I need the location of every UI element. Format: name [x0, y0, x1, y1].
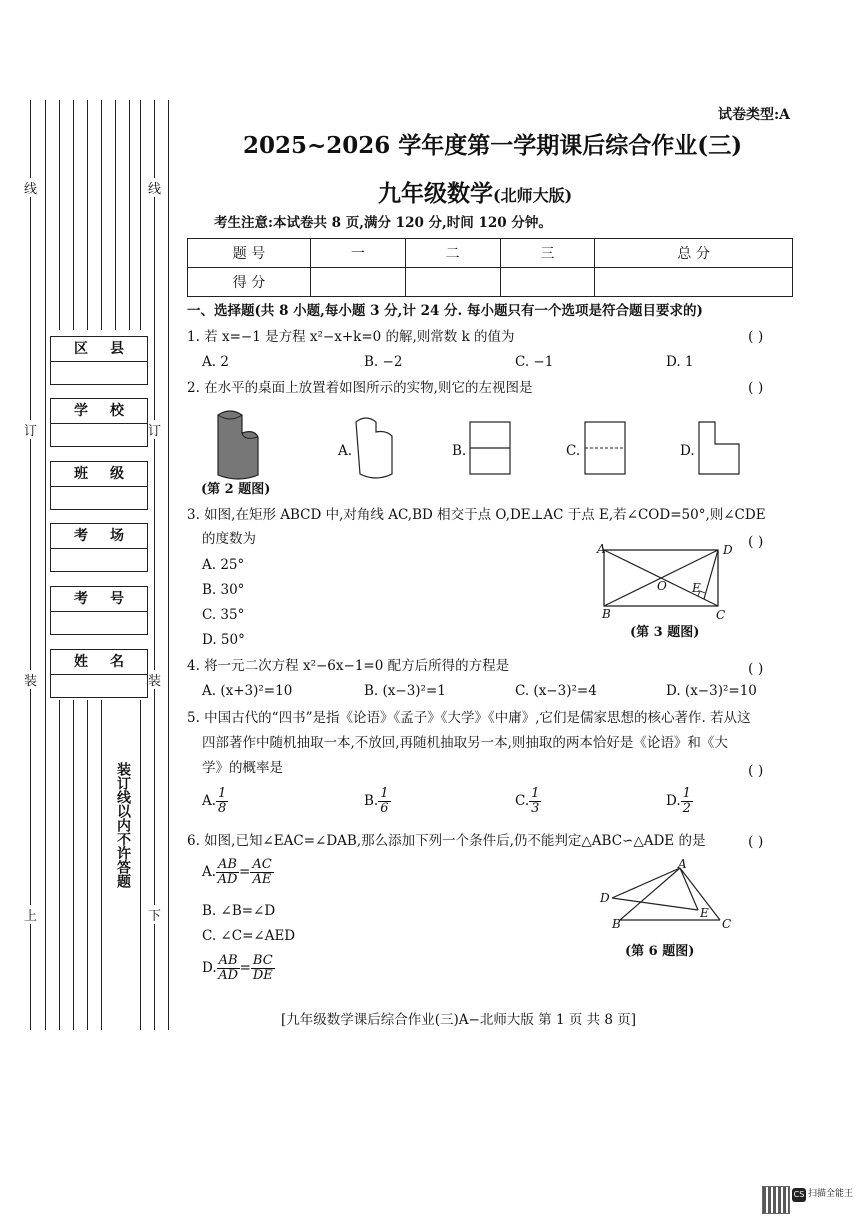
binding-line [73, 700, 74, 1030]
binding-line [140, 100, 141, 330]
binding-line [154, 100, 155, 1030]
view-option-a [352, 412, 396, 482]
view-option-c [583, 420, 629, 478]
binding-line [30, 100, 31, 1030]
view-option-b [468, 420, 514, 478]
option: B. (x−3)²=1 [364, 683, 446, 699]
option: C. ∠C=∠AED [202, 928, 296, 944]
option: A. 2 [202, 354, 229, 370]
answer-blank[interactable]: ( ) [748, 661, 764, 677]
paper-type: 试卷类型:A [718, 107, 791, 123]
option: B. ∠B=∠D [202, 903, 276, 919]
score-cell[interactable] [405, 268, 500, 297]
school-box[interactable]: 学校 [50, 398, 148, 447]
question-6: 6. 如图,已知∠EAC=∠DAB,那么添加下列一个条件后,仍不能判定△ABC∽△ADE 的是 [187, 833, 706, 849]
question-3: 3. 如图,在矩形 ABCD 中,对角线 AC,BD 相交于点 O,DE⊥AC 于点 E,若∠COD=50°,则∠CDE [187, 507, 766, 523]
binding-warning: 装订线以内不许答题 [115, 762, 131, 888]
point-label: B [602, 607, 611, 621]
option: D. (x−3)²=10 [666, 683, 757, 699]
option: A. (x+3)²=10 [202, 683, 293, 699]
binding-char: 线 [148, 178, 161, 197]
option: A. $\frac{AB}{AD}$ = $\frac{AC}{AE}$ [202, 857, 272, 887]
scanner-logo-icon: CS [792, 1188, 806, 1202]
question-5-cont: 学》的概率是 [202, 760, 283, 776]
subtitle: 九年级数学(北师大版) [378, 180, 573, 207]
option: A. 25° [202, 557, 245, 573]
answer-blank[interactable]: ( ) [748, 534, 764, 550]
answer-blank[interactable]: ( ) [748, 834, 764, 850]
point-label: C [722, 917, 732, 931]
exam-room-box[interactable]: 考场 [50, 523, 148, 572]
point-label: A [597, 542, 606, 556]
exam-number-box[interactable]: 考号 [50, 586, 148, 635]
answer-blank[interactable]: ( ) [748, 763, 764, 779]
point-label: B [612, 917, 621, 931]
option: C. $\frac{1}{3}$ [515, 786, 540, 816]
binding-line [115, 100, 116, 330]
answer-blank[interactable]: ( ) [748, 380, 764, 396]
option: B. [452, 443, 467, 459]
district-box[interactable]: 区县 [50, 336, 148, 385]
option: C. (x−3)²=4 [515, 683, 597, 699]
name-box[interactable]: 姓名 [50, 649, 148, 698]
binding-line [140, 700, 141, 1030]
page-footer: [九年级数学课后综合作业(三)A−北师大版 第 1 页 共 8 页] [281, 1012, 637, 1028]
option: A. $\frac{1}{8}$ [202, 786, 227, 816]
question-3-cont: 的度数为 [202, 531, 256, 547]
option: B. −2 [364, 354, 403, 370]
binding-line [73, 100, 74, 330]
point-label: C [716, 608, 726, 622]
class-box[interactable]: 班级 [50, 461, 148, 510]
binding-char: 装 [148, 670, 161, 689]
binding-char: 线 [24, 178, 37, 197]
solid-figure [200, 405, 270, 483]
binding-line [101, 100, 102, 330]
point-label: A [678, 857, 687, 871]
scanner-watermark: 扫描全能王 [808, 1189, 854, 1199]
question-5-cont: 四部著作中随机抽取一本,不放回,再随机抽取另一本,则抽取的两本恰好是《论语》和《大 [202, 735, 728, 751]
section-heading: 一、选择题(共 8 小题,每小题 3 分,计 24 分. 每小题只有一个选项是符合题目要求的) [187, 303, 703, 319]
option: D. $\frac{1}{2}$ [666, 786, 691, 816]
view-option-d [697, 420, 743, 478]
binding-line [59, 700, 60, 1030]
binding-char: 装 [24, 670, 37, 689]
score-cell[interactable] [595, 268, 793, 297]
answer-blank[interactable]: ( ) [748, 329, 764, 345]
binding-line [129, 100, 130, 330]
binding-char: 订 [24, 420, 37, 439]
figure-caption: (第 6 题图) [625, 944, 695, 959]
option: D. [680, 443, 695, 459]
option: B. 30° [202, 582, 245, 598]
binding-line [87, 100, 88, 330]
score-cell[interactable] [500, 268, 595, 297]
binding-line [101, 700, 102, 1030]
question-4: 4. 将一元二次方程 x²−6x−1=0 配方后所得的方程是 [187, 658, 510, 674]
point-label: E [692, 581, 701, 595]
option: D. 1 [666, 354, 694, 370]
option: C. 35° [202, 607, 245, 623]
question-2: 2. 在水平的桌面上放置着如图所示的实物,则它的左视图是 [187, 380, 533, 396]
binding-char: 订 [148, 420, 161, 439]
binding-char: 下 [148, 905, 161, 924]
option: C. [566, 443, 581, 459]
qr-code-icon [762, 1186, 790, 1214]
question-5: 5. 中国古代的“四书”是指《论语》《孟子》《大学》《中庸》,它们是儒家思想的核心著作. 若从这 [187, 710, 751, 726]
option: B. $\frac{1}{6}$ [364, 786, 389, 816]
binding-line [168, 100, 169, 1030]
triangle-figure [600, 858, 740, 938]
point-label: D [600, 891, 610, 905]
question-1: 1. 若 x=−1 是方程 x²−x+k=0 的解,则常数 k 的值为 [187, 329, 515, 345]
point-label: O [657, 579, 667, 593]
point-label: E [700, 906, 709, 920]
page-title: 2025~2026 学年度第一学期课后综合作业(三) [243, 132, 743, 159]
score-cell[interactable] [311, 268, 406, 297]
binding-char: 上 [24, 905, 37, 924]
notice: 考生注意:本试卷共 8 页,满分 120 分,时间 120 分钟。 [214, 215, 552, 231]
option: A. [338, 443, 353, 459]
option: C. −1 [515, 354, 554, 370]
binding-line [87, 700, 88, 1030]
binding-line [45, 100, 46, 1030]
option: D. 50° [202, 632, 245, 648]
point-label: D [723, 543, 733, 557]
figure-caption: (第 2 题图) [201, 482, 271, 497]
binding-line [59, 100, 60, 330]
score-table: 题 号 一 二 三 总 分 得 分 [187, 238, 793, 297]
option: D. $\frac{AB}{AD}$ = $\frac{BC}{DE}$ [202, 953, 273, 983]
figure-caption: (第 3 题图) [630, 625, 700, 640]
